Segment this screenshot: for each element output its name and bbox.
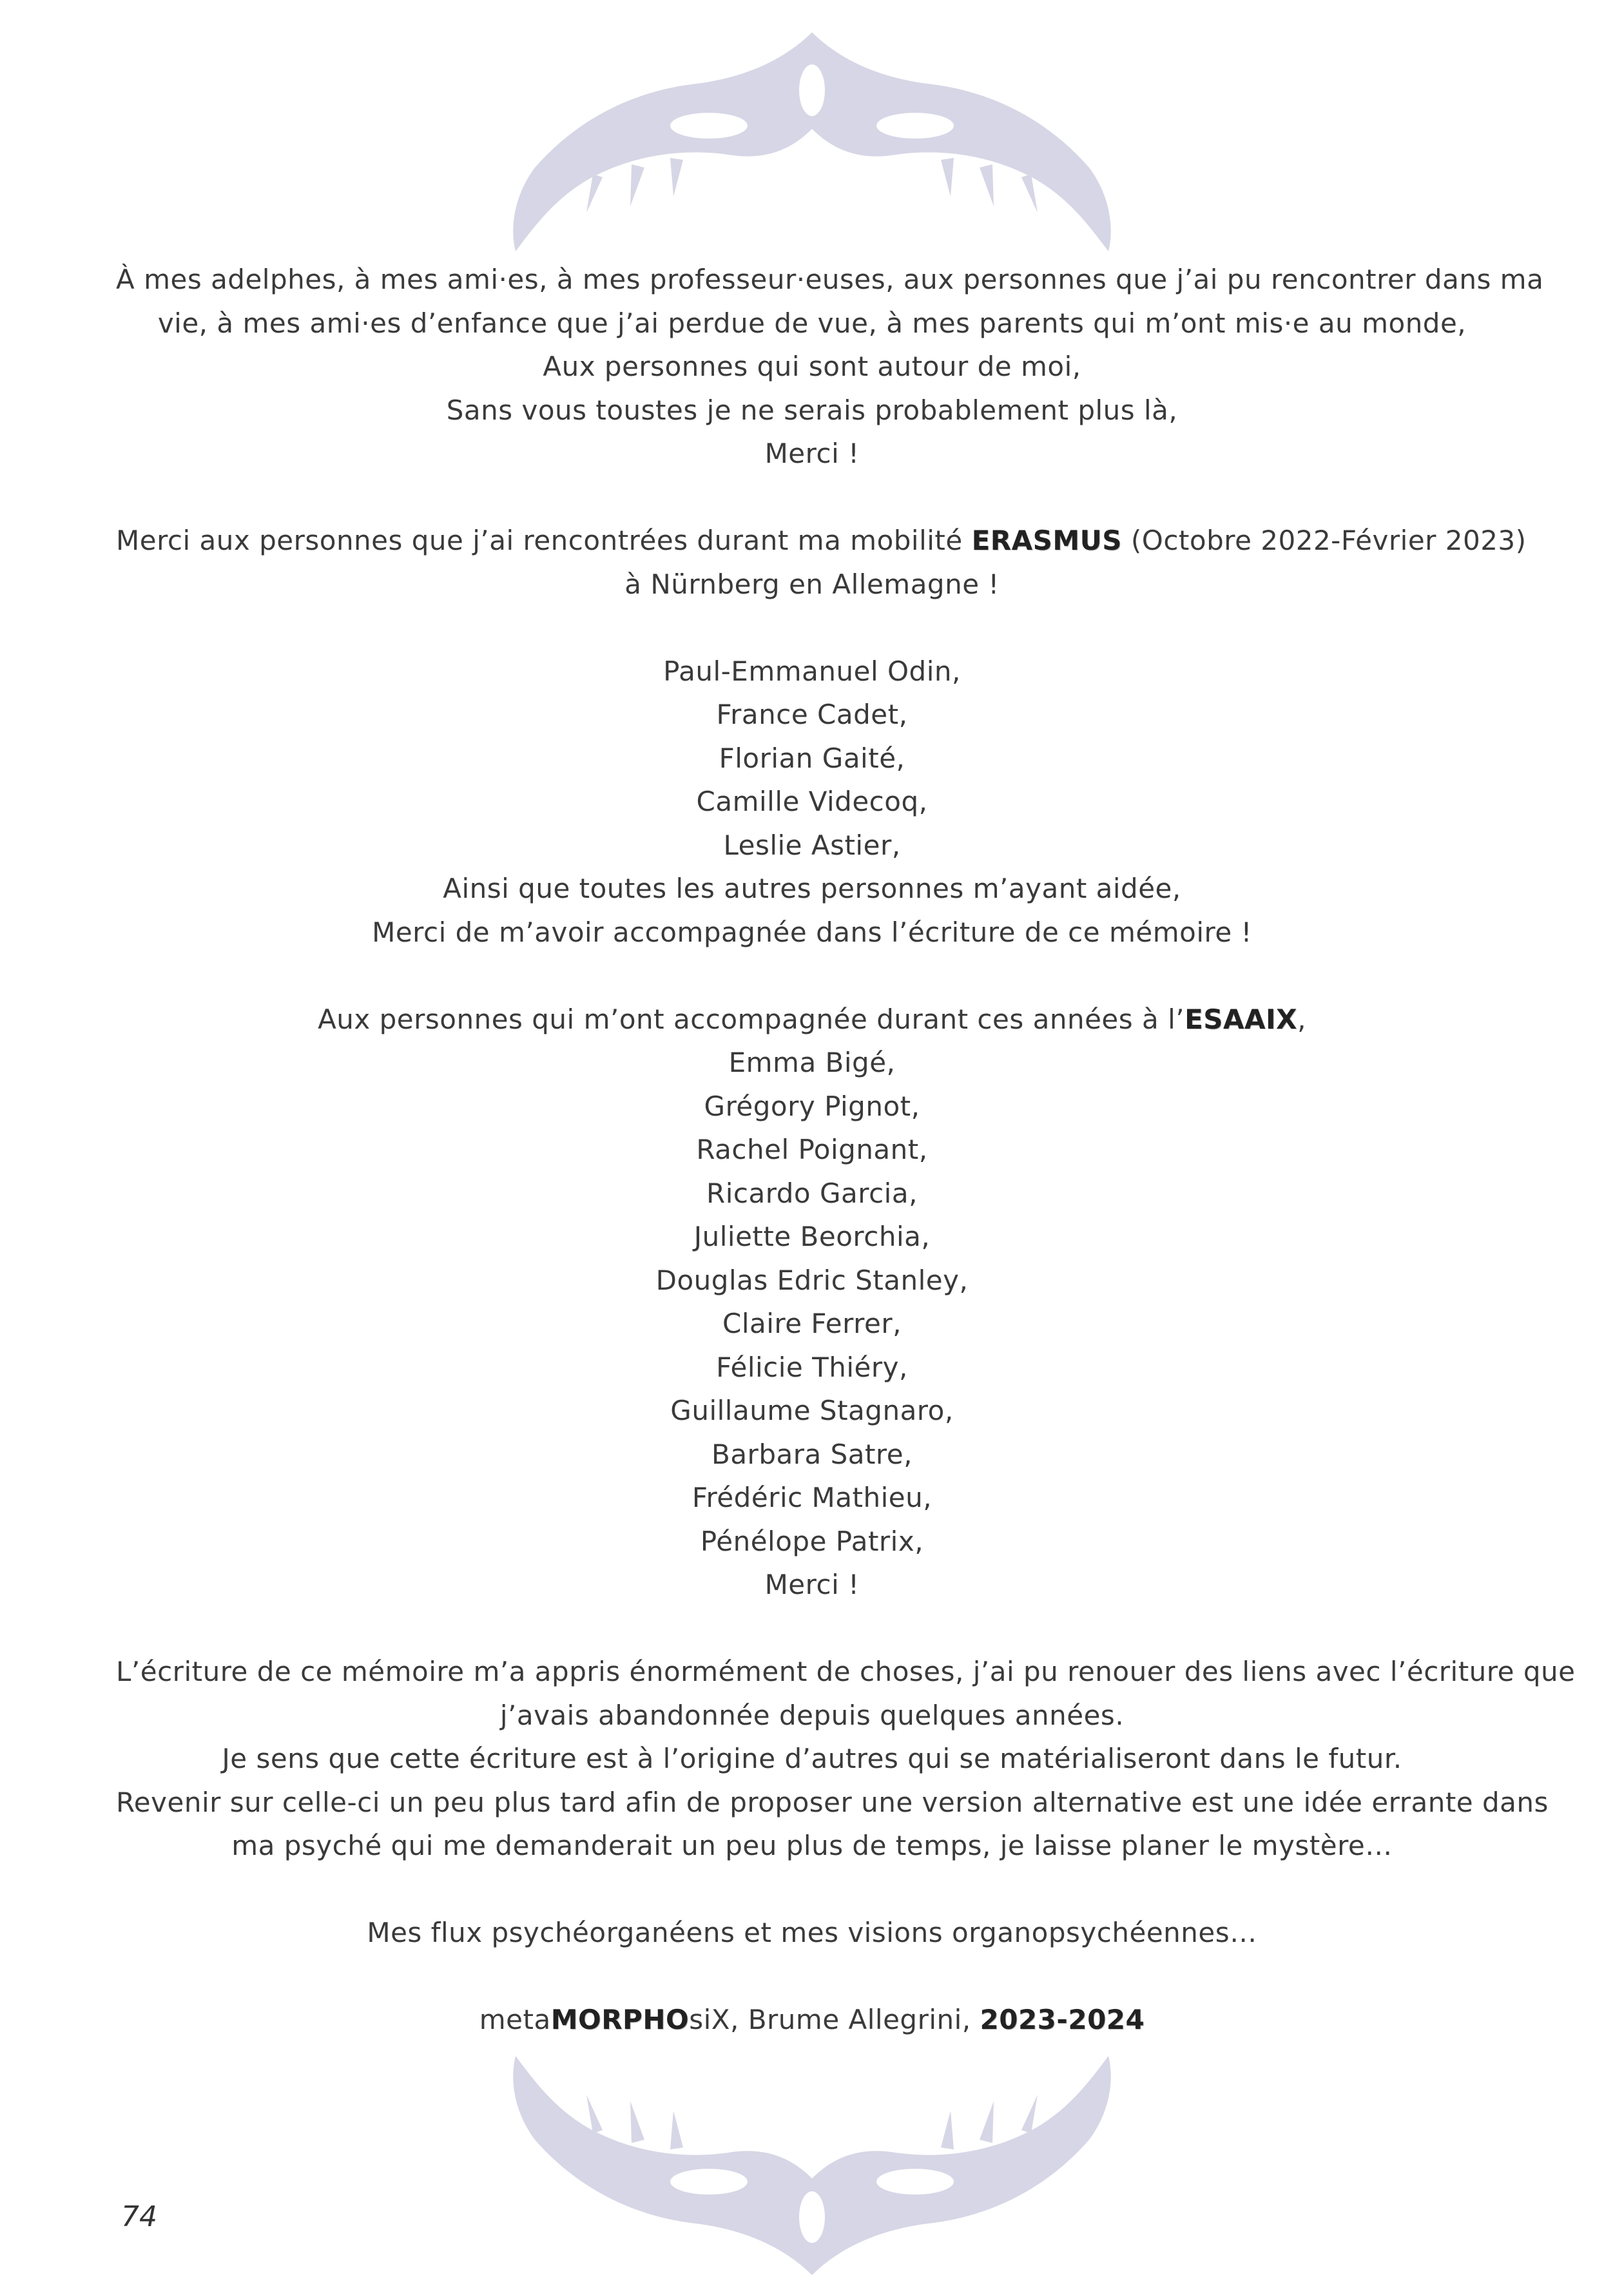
acknowledgements-body (116, 258, 1576, 2042)
thanks-line: À mes adelphes, à mes ami·es, à mes professeur·euses, aux personnes que j’ai pu rencontrer dans ma (116, 264, 1544, 295)
erasmus-name: Paul-Emmanuel Odin, (663, 655, 961, 687)
signature-years: 2023-2024 (980, 2004, 1145, 2035)
thanks-line: Aux personnes qui sont autour de moi, (543, 351, 1081, 382)
writing-line: Je sens que cette écriture est à l’origine d’autres qui se matérialiseront dans le futur. (222, 1743, 1402, 1774)
esaaix-name: Ricardo Garcia, (706, 1177, 918, 1209)
erasmus-emphasis: ERASMUS (971, 525, 1123, 556)
esaaix-name: Emma Bigé, (728, 1047, 896, 1078)
writing-line: ma psyché qui me demanderait un peu plus de temps, je laisse planer le mystère… (231, 1830, 1393, 1861)
esaaix-name: Grégory Pignot, (704, 1090, 920, 1122)
erasmus-closing: Ainsi que toutes les autres personnes m’ayant aidée, (443, 873, 1181, 904)
esaaix-name: Félicie Thiéry, (716, 1351, 908, 1383)
esaaix-closing: Merci ! (764, 1569, 860, 1600)
esaaix-intro: Aux personnes qui m’ont accompagnée durant ces années à l’ESAAIX, (318, 1003, 1306, 1035)
thanks-line: Sans vous toustes je ne serais probablement plus là, (446, 394, 1178, 426)
writing-line: j’avais abandonnée depuis quelques années. (499, 1699, 1125, 1731)
bottom-ornament-icon (425, 2043, 1199, 2288)
erasmus-name: Leslie Astier, (723, 829, 901, 861)
writing-line: L’écriture de ce mémoire m’a appris énormément de choses, j’ai pu renouer des liens avec l’écriture que (116, 1656, 1576, 1687)
flux-line: Mes flux psychéorganéens et mes visions organopsychéennes… (367, 1917, 1257, 1948)
erasmus-name: Camille Videcoq, (696, 786, 928, 817)
esaaix-name: Rachel Poignant, (696, 1134, 928, 1165)
esaaix-name: Claire Ferrer, (722, 1308, 902, 1339)
erasmus-name: France Cadet, (716, 699, 908, 730)
top-ornament-icon (425, 19, 1199, 264)
signature: metaMORPHOsiX, Brume Allegrini, 2023-2024 (479, 2004, 1145, 2035)
erasmus-closing: Merci de m’avoir accompagnée dans l’écriture de ce mémoire ! (372, 916, 1252, 948)
esaaix-name: Guillaume Stagnaro, (670, 1395, 954, 1426)
erasmus-location: à Nürnberg en Allemagne ! (624, 568, 1000, 600)
thanks-closing: Merci ! (764, 438, 860, 469)
esaaix-name: Frédéric Mathieu, (691, 1482, 933, 1513)
page-number: 74 (121, 2200, 157, 2233)
thanks-line: vie, à mes ami·es d’enfance que j’ai perdue de vue, à mes parents qui m’ont mis·e au monde, (157, 307, 1467, 339)
erasmus-line: Merci aux personnes que j’ai rencontrées durant ma mobilité ERASMUS (Octobre 2022-Février 2023) (116, 525, 1527, 556)
esaaix-name: Pénélope Patrix, (700, 1525, 924, 1557)
writing-line: Revenir sur celle-ci un peu plus tard afin de proposer une version alternative est une idée errante dans (116, 1786, 1549, 1818)
erasmus-name: Florian Gaité, (719, 742, 905, 774)
esaaix-emphasis: ESAAIX (1184, 1003, 1298, 1035)
esaaix-name: Douglas Edric Stanley, (655, 1264, 969, 1296)
signature-emphasis: MORPHO (550, 2004, 690, 2035)
esaaix-name: Barbara Satre, (711, 1438, 913, 1470)
esaaix-name: Juliette Beorchia, (693, 1221, 931, 1252)
